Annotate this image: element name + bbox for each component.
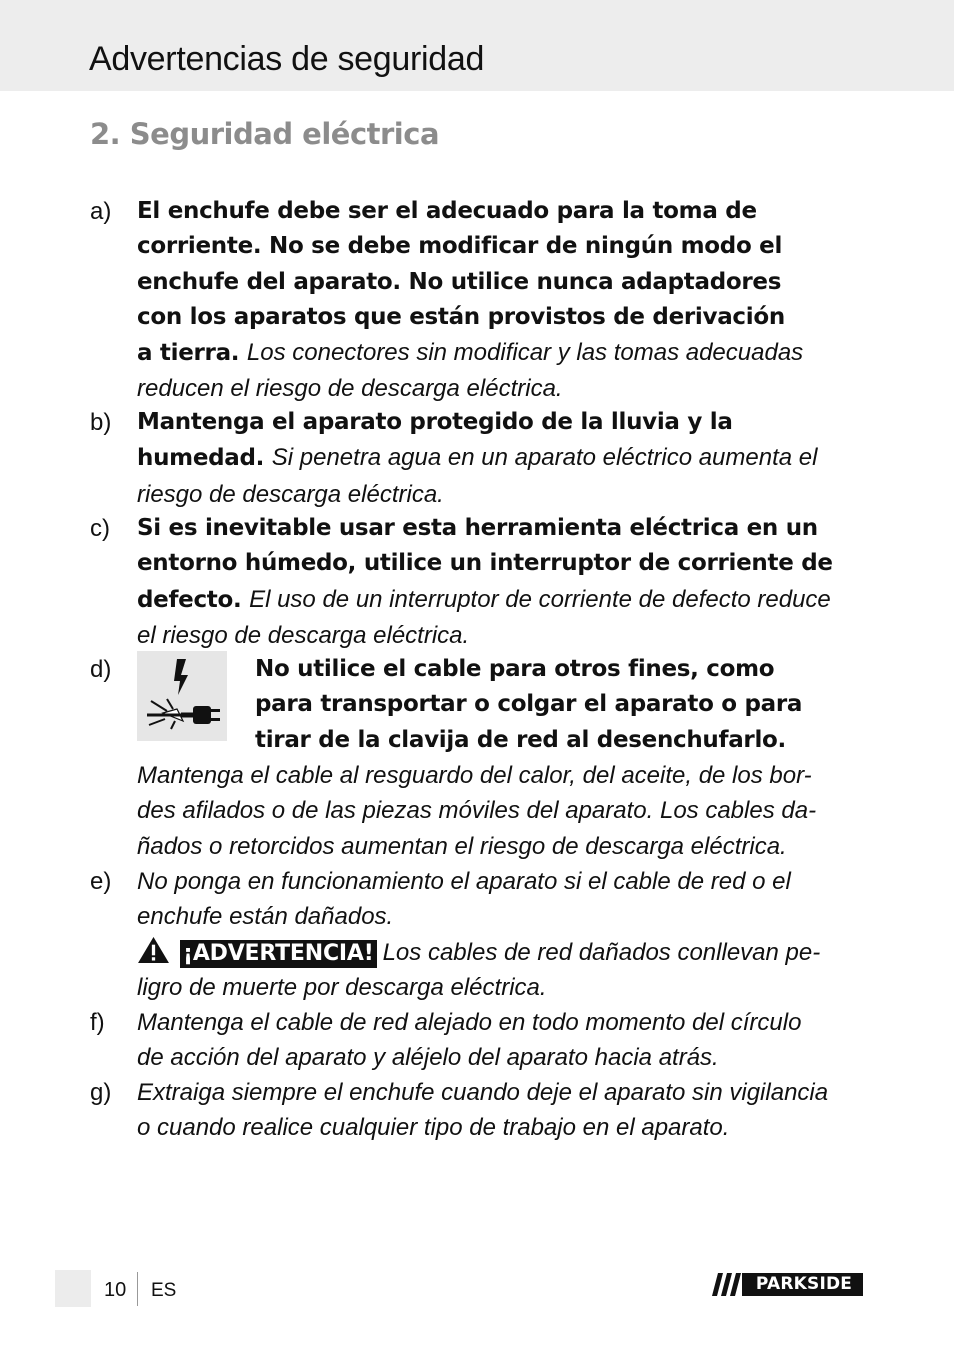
bold-line: tirar de la clavija de red al desenchufarlo. [255,726,786,753]
bold-line: El enchufe debe ser el adecuado para la toma de [137,198,757,224]
italic-line: Mantenga el cable al resguardo del calor, del aceite, de los bor- [137,762,812,789]
italic-text: Los conectores sin modificar y las tomas adecuadas [246,339,804,367]
italic-line: Extraiga siempre el enchufe cuando deje el aparato sin vigilancia [137,1079,829,1106]
italic-text: Los cables de red dañados conllevan pe- [382,938,821,966]
italic-line: enchufe están dañados. [137,903,394,931]
italic-line: riesgo de descarga eléctrica. [137,480,444,508]
italic-line: ligro de muerte por descarga eléctrica. [137,973,547,1001]
electric-shock-cable-icon [137,651,227,741]
footer-divider [137,1272,138,1306]
bold-text: a tierra. [137,340,240,367]
italic-line: ñados o retorcidos aumentan el riesgo de descarga eléctrica. [137,832,787,860]
item-letter: f) [90,1009,105,1036]
bold-text: defecto. [137,586,242,613]
bold-line: corriente. No se debe modificar de ningún modo el [137,233,783,260]
italic-line: reducen el riesgo de descarga eléctrica. [137,375,563,403]
bold-text: humedad. [137,445,265,472]
italic-line: de acción del aparato y aléjelo del aparato hacia atrás. [137,1044,719,1072]
bold-line: con los aparatos que están provistos de derivación [137,303,785,330]
italic-line: Mantenga el cable de red alejado en todo momento del círculo [137,1009,802,1036]
italic-line: des afilados o de las piezas móviles del aparato. Los cables da- [137,797,817,825]
logo-stripes-icon [712,1273,744,1296]
page-number: 10 [104,1279,127,1301]
italic-line: No ponga en funcionamiento el aparato si el cable de red o el [137,868,791,895]
bold-line: entorno húmedo, utilice un interruptor de corriente de [137,550,833,577]
bold-line: enchufe del aparato. No utilice nunca adaptadores [137,268,782,295]
bold-line: No utilice el cable para otros fines, como [255,656,775,682]
footer-marker [55,1270,91,1307]
item-letter: a) [90,198,112,225]
item-letter: d) [90,656,112,683]
bold-line: Mantenga el aparato protegido de la lluvia y la [137,409,733,435]
bold-line: para transportar o colgar el aparato o para [255,691,803,718]
brand-name: PARKSIDE [755,1274,853,1294]
italic-text: Si penetra agua en un aparato eléctrico aumenta el [271,444,818,472]
section-title: 2. Seguridad eléctrica [90,117,440,151]
language-code: ES [151,1280,177,1301]
italic-line: el riesgo de descarga eléctrica. [137,621,470,649]
item-letter: e) [90,868,112,895]
brand-logo [712,1273,863,1296]
item-letter: c) [90,515,110,542]
warning-triangle-icon [137,936,170,964]
item-letter: g) [90,1079,112,1106]
italic-line: o cuando realice cualquier tipo de trabajo en el aparato. [137,1114,730,1142]
warning-label: ¡ADVERTENCIA! [180,940,377,968]
item-letter: b) [90,409,112,436]
italic-text: El uso de un interruptor de corriente de defecto reduce [249,585,831,613]
page-title: Advertencias de seguridad [89,40,485,78]
bold-line: Si es inevitable usar esta herramienta eléctrica en un [137,515,818,541]
